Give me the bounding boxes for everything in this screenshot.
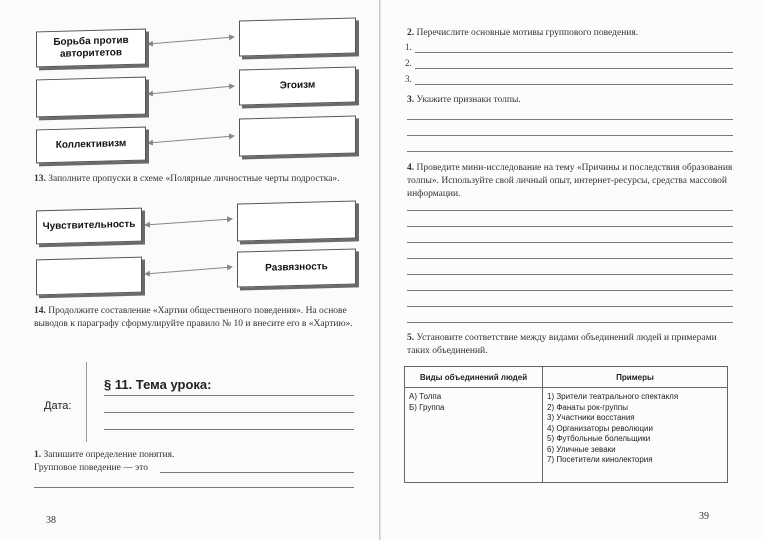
page-number-left: 38 [46, 515, 56, 526]
answer-line[interactable] [160, 472, 354, 473]
scheme1-box-3[interactable] [36, 77, 146, 118]
scheme1-box-4: Эгоизм [239, 66, 356, 105]
arrow-4 [145, 219, 232, 225]
example-item: 4) Организаторы революции [547, 423, 653, 433]
scheme1-box-1: Борьба против авторитетов [36, 29, 146, 68]
scheme1-box-5: Коллективизм [36, 127, 146, 164]
arrow-2 [148, 86, 234, 94]
answer-line[interactable] [407, 119, 733, 120]
answer-line[interactable] [407, 258, 733, 259]
answer-line[interactable] [34, 487, 354, 488]
example-item: 7) Посетители кинолектория [547, 455, 653, 464]
answer-line[interactable] [407, 226, 733, 227]
type-item: А) Толпа [409, 392, 442, 401]
task-2-item-3: 3. [405, 74, 412, 84]
example-item: 5) Футбольные болельщики [547, 434, 651, 443]
lesson-title: § 11. Тема урока: [104, 377, 212, 392]
examples-cell [543, 388, 728, 483]
answer-line[interactable] [407, 306, 733, 307]
task-2-number: 2. [407, 28, 415, 38]
table-row [405, 388, 728, 483]
table-header-examples: Примеры [543, 367, 728, 388]
scheme2-box-2[interactable] [237, 200, 356, 241]
task-14-number: 14. [34, 306, 46, 316]
task-5-text: Установите соответствие между видами объединений людей и примерами таких объединений. [407, 333, 717, 356]
task-4-text: Проведите мини-исследование на тему «Причины и последствия образования толпы». Используйте свой личный опыт, интернет-ресурсы, средства массовой информации. [407, 163, 733, 199]
task-4-number: 4. [407, 163, 415, 173]
table-header-types: Виды объединений людей [405, 367, 543, 388]
scheme1-box-2[interactable] [239, 17, 356, 56]
arrow-3 [148, 136, 234, 143]
right-page [381, 0, 764, 540]
scheme2-box-1: Чувствительность [36, 208, 142, 245]
scheme1-box-6[interactable] [239, 115, 356, 156]
answer-line[interactable] [407, 322, 733, 323]
answer-line[interactable] [415, 52, 733, 53]
answer-line[interactable] [407, 242, 733, 243]
task-2-item-1: 1. [405, 42, 412, 52]
date-label: Дата: [44, 400, 72, 412]
arrow-1 [148, 37, 234, 44]
arrow-5 [145, 267, 232, 274]
example-item: 2) Фанаты рок-группы [547, 402, 628, 412]
types-cell [405, 388, 543, 483]
answer-line[interactable] [407, 290, 733, 291]
task-3-number: 3. [407, 95, 415, 105]
task-13-text: Заполните пропуски в схеме «Полярные личностные черты подростка». [48, 174, 340, 184]
lesson-divider [86, 362, 87, 442]
example-item: 6) Уличные зеваки [547, 444, 616, 454]
task-13-number: 13. [34, 174, 46, 184]
table-header-row [405, 367, 728, 388]
task-1 [34, 449, 354, 462]
task-14-text: Продолжите составление «Хартии общественного поведения». На основе выводов к параграфу сформулируйте правило № 10 и внесите его в «Хартию». [34, 306, 353, 329]
answer-line[interactable] [407, 210, 733, 211]
task-2-item-2: 2. [405, 58, 412, 68]
example-item: 3) Участники восстания [547, 413, 635, 422]
scheme2-box-4: Развязность [237, 248, 356, 287]
answer-line[interactable] [415, 68, 733, 69]
lesson-topic-line-2[interactable] [104, 412, 354, 413]
task-14 [34, 305, 354, 331]
type-item: Б) Группа [409, 402, 445, 412]
task-5-number: 5. [407, 333, 415, 343]
example-item: 1) Зрители театрального спектакля [547, 392, 679, 401]
matching-table [404, 366, 728, 483]
task-1-text: Запишите определение понятия. [43, 450, 175, 460]
answer-line[interactable] [407, 135, 733, 136]
task-2 [407, 27, 737, 40]
page-number-right: 39 [699, 511, 709, 522]
task-3 [407, 94, 737, 107]
answer-line[interactable] [415, 84, 733, 85]
answer-line[interactable] [407, 274, 733, 275]
task-4 [407, 162, 737, 201]
task-5 [407, 332, 737, 358]
left-page [0, 0, 381, 540]
task-1-prompt: Групповое поведение — это [34, 463, 148, 473]
task-13 [34, 173, 354, 186]
lesson-topic-line-3[interactable] [104, 429, 354, 430]
task-1-number: 1. [34, 450, 42, 460]
task-3-text: Укажите признаки толпы. [416, 95, 521, 105]
answer-line[interactable] [407, 151, 733, 152]
lesson-topic-line-1[interactable] [104, 395, 354, 396]
scheme2-box-3[interactable] [36, 257, 142, 296]
task-2-text: Перечислите основные мотивы группового поведения. [416, 28, 639, 38]
